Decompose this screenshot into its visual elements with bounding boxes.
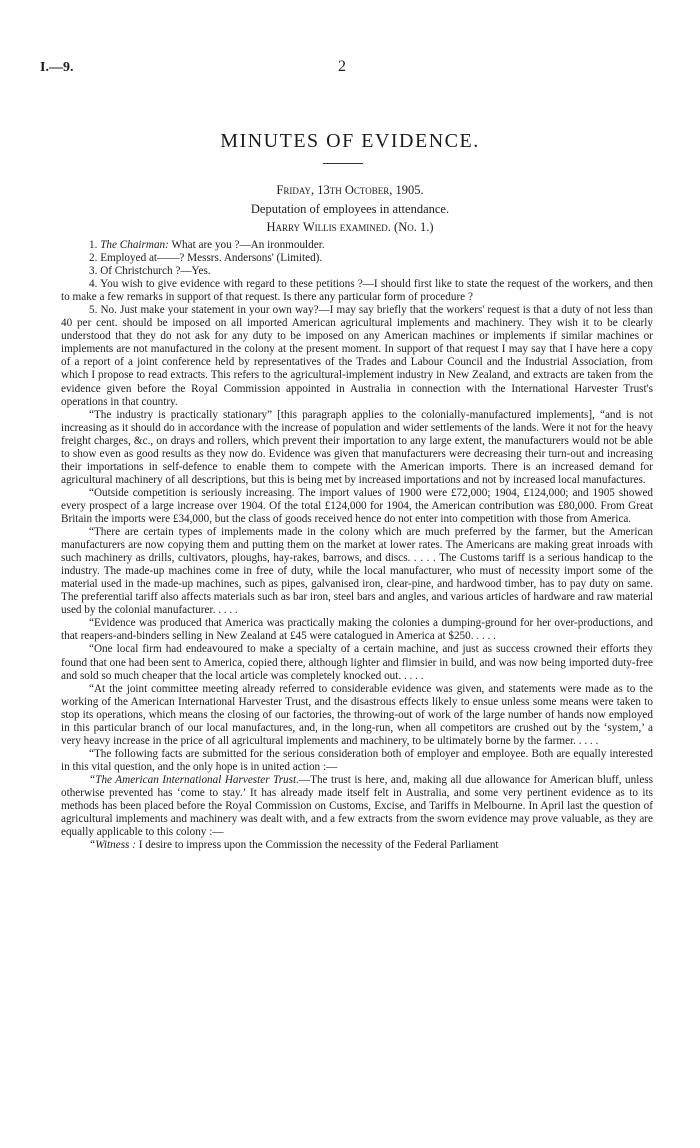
paragraph-number: 2.	[89, 252, 98, 265]
paragraph-text: Employed at——? Messrs. Andersons' (Limited).	[100, 252, 323, 265]
paragraph-text: No. Just make your statement in your own way?—I may say briefly that the workers' request is that a duty of not less than 40 per cent. should be imposed on all imported American agricultural implements and machinery. They wish it to be clearly understood that they do not ask for any duty to be imposed on any American machines or implements if similar machines or implements are not manufactured in the colony at the present moment. In support of that request I may say that I have here a copy of a report of a joint conference held by representatives of the Trades and Labour Council and the Industrial Association, from which I propose to read extracts. This refers to the agricultural-implement industry in New Zealand, and extracts are taken from the evidence given before the Royal Commission appointed in Australia in connection with the International Harvester Trust's operations in that country.	[61, 304, 654, 408]
evidence-body	[61, 239, 653, 852]
paragraph-number: 3.	[89, 265, 98, 278]
document-reference: I.—9.	[40, 60, 74, 75]
paragraph-number: 4.	[89, 278, 98, 291]
paragraph-number: 1.	[89, 239, 98, 251]
deputation-line: Deputation of employees in attendance.	[250, 202, 450, 216]
evidence-paragraph	[61, 252, 653, 265]
evidence-paragraph	[61, 265, 653, 278]
page-title: MINUTES OF EVIDENCE.	[220, 130, 480, 152]
paragraph-text: —The trust is here, and, making all due allowance for American bluff, unless otherwise prevented has ‘come to stay.’ It has already made itself felt in Australia, and some very pertinent evidence as to its methods has been placed before the Royal Commission on Customs, Excise, and Tariffs in Melbourne. In April last the question of agricultural implements and machinery was dealt with, and a few extracts from the sworn evidence may prove valuable, as they are equally applicable to this colony :—	[61, 773, 654, 839]
quoted-paragraph	[61, 839, 653, 852]
section-heading: “The American International Harvester Trust.	[89, 773, 299, 786]
paragraph-number: 5.	[89, 304, 98, 317]
evidence-paragraph	[61, 239, 653, 252]
quoted-paragraph: “One local firm had endeavoured to make a specialty of a certain machine, and just as success crowned their efforts they found that one had been sent to America, copied there, although lighter and flimsier in build, and was now being imported duty-free and sold so much cheaper that the local article was completely knocked out. . . . .	[61, 643, 653, 682]
quoted-paragraph: “Evidence was produced that America was practically making the colonies a dumping-ground for her over-productions, and that reapers-and-binders selling in New Zealand at £45 were catalogued in America at $250. . . . .	[61, 617, 653, 643]
witness-line: Harry Willis examined. (No. 1.)	[266, 220, 434, 234]
session-date: Friday, 13th October, 1905.	[276, 183, 424, 197]
paragraph-text: Of Christchurch ?—Yes.	[100, 265, 211, 278]
quoted-paragraph: “There are certain types of implements made in the colony which are much preferred by the farmer, but the American manufacturers are now copying them and putting them on the market at lower rates. The Americans are making great inroads with such machinery as drills, cultivators, ploughs, hay-rakes, barrows, and discs. . . . . The Customs tariff is a serious handicap to the industry. The made-up machines come in free of duty, while the local manufacturer, who must of necessity import some of the material used in the made-up machines, such as pipes, galvanised iron, clear-pine, and hardwood timber, has to pay duty on same. The preferential tariff also affects materials such as bar iron, steel bars and angles, and various articles of hardware and raw material used by the colonial manufacturer. . . . .	[61, 526, 653, 617]
evidence-paragraph	[61, 304, 653, 408]
evidence-paragraph	[61, 278, 653, 304]
quoted-paragraph	[61, 774, 653, 839]
quoted-paragraph: “At the joint committee meeting already referred to considerable evidence was given, and statements were made as to the working of the American International Harvester Trust, and the disastrous effects likely to ensue unless some means were taken to stop its operations, which means the closing of our factories, the throwing-out of work of the large number of hands now employed in this particular branch of our local manufactures, and, in the long-run, when all competitors are crushed out by the ‘system,’ a very heavy increase in the price of all agricultural implements and machinery, to be ultimately borne by the farmer. . . . .	[61, 682, 653, 747]
title-divider	[323, 163, 363, 164]
quoted-paragraph: “Outside competition is seriously increasing. The import values of 1900 were £72,000; 1904, £124,000; and 1905 showed every prospect of a large increase over 1904. Of the total £124,000 for 1904, the American contribution was £80,000. From Great Britain the imports were £34,000, but the class of goods received hence do not enter into competition with those from America.	[61, 486, 653, 525]
quoted-paragraph: “The industry is practically stationary” [this paragraph applies to the colonially-manufactured implements], “and is not increasing as it should do in accordance with the increase of population and wider settlements of the lands. Were it not for the heavy freight charges, &c., on drays and rollers, which prevent their importation to any large extent, the manufacturers would not be able to show even as good results as they now do. Evidence was given that manufacturers were decreasing their turn-out and increasing their importations in self-defence to enable them to compete with the American imports. There is an increased demand for agricultural machinery of all descriptions, but this is being met by increased importations and not by increased local manufactures.	[61, 408, 653, 486]
paragraph-text: You wish to give evidence with regard to these petitions ?—I should first like to state the request of the workers, and then to make a few remarks in support of that request. Is there any particular form of procedure ?	[61, 278, 653, 304]
quoted-paragraph: “The following facts are submitted for the serious consideration both of employer and employee. Both are equally interested in this vital question, and the only hope is in united action :—	[61, 747, 653, 773]
speaker-label: “Witness :	[89, 839, 136, 852]
paragraph-text: What are you ?—An ironmoulder.	[168, 239, 325, 251]
page-number: 2	[338, 58, 346, 75]
paragraph-text: I desire to impress upon the Commission the necessity of the Federal Parliament	[135, 839, 499, 852]
speaker-label: The Chairman:	[100, 239, 169, 251]
